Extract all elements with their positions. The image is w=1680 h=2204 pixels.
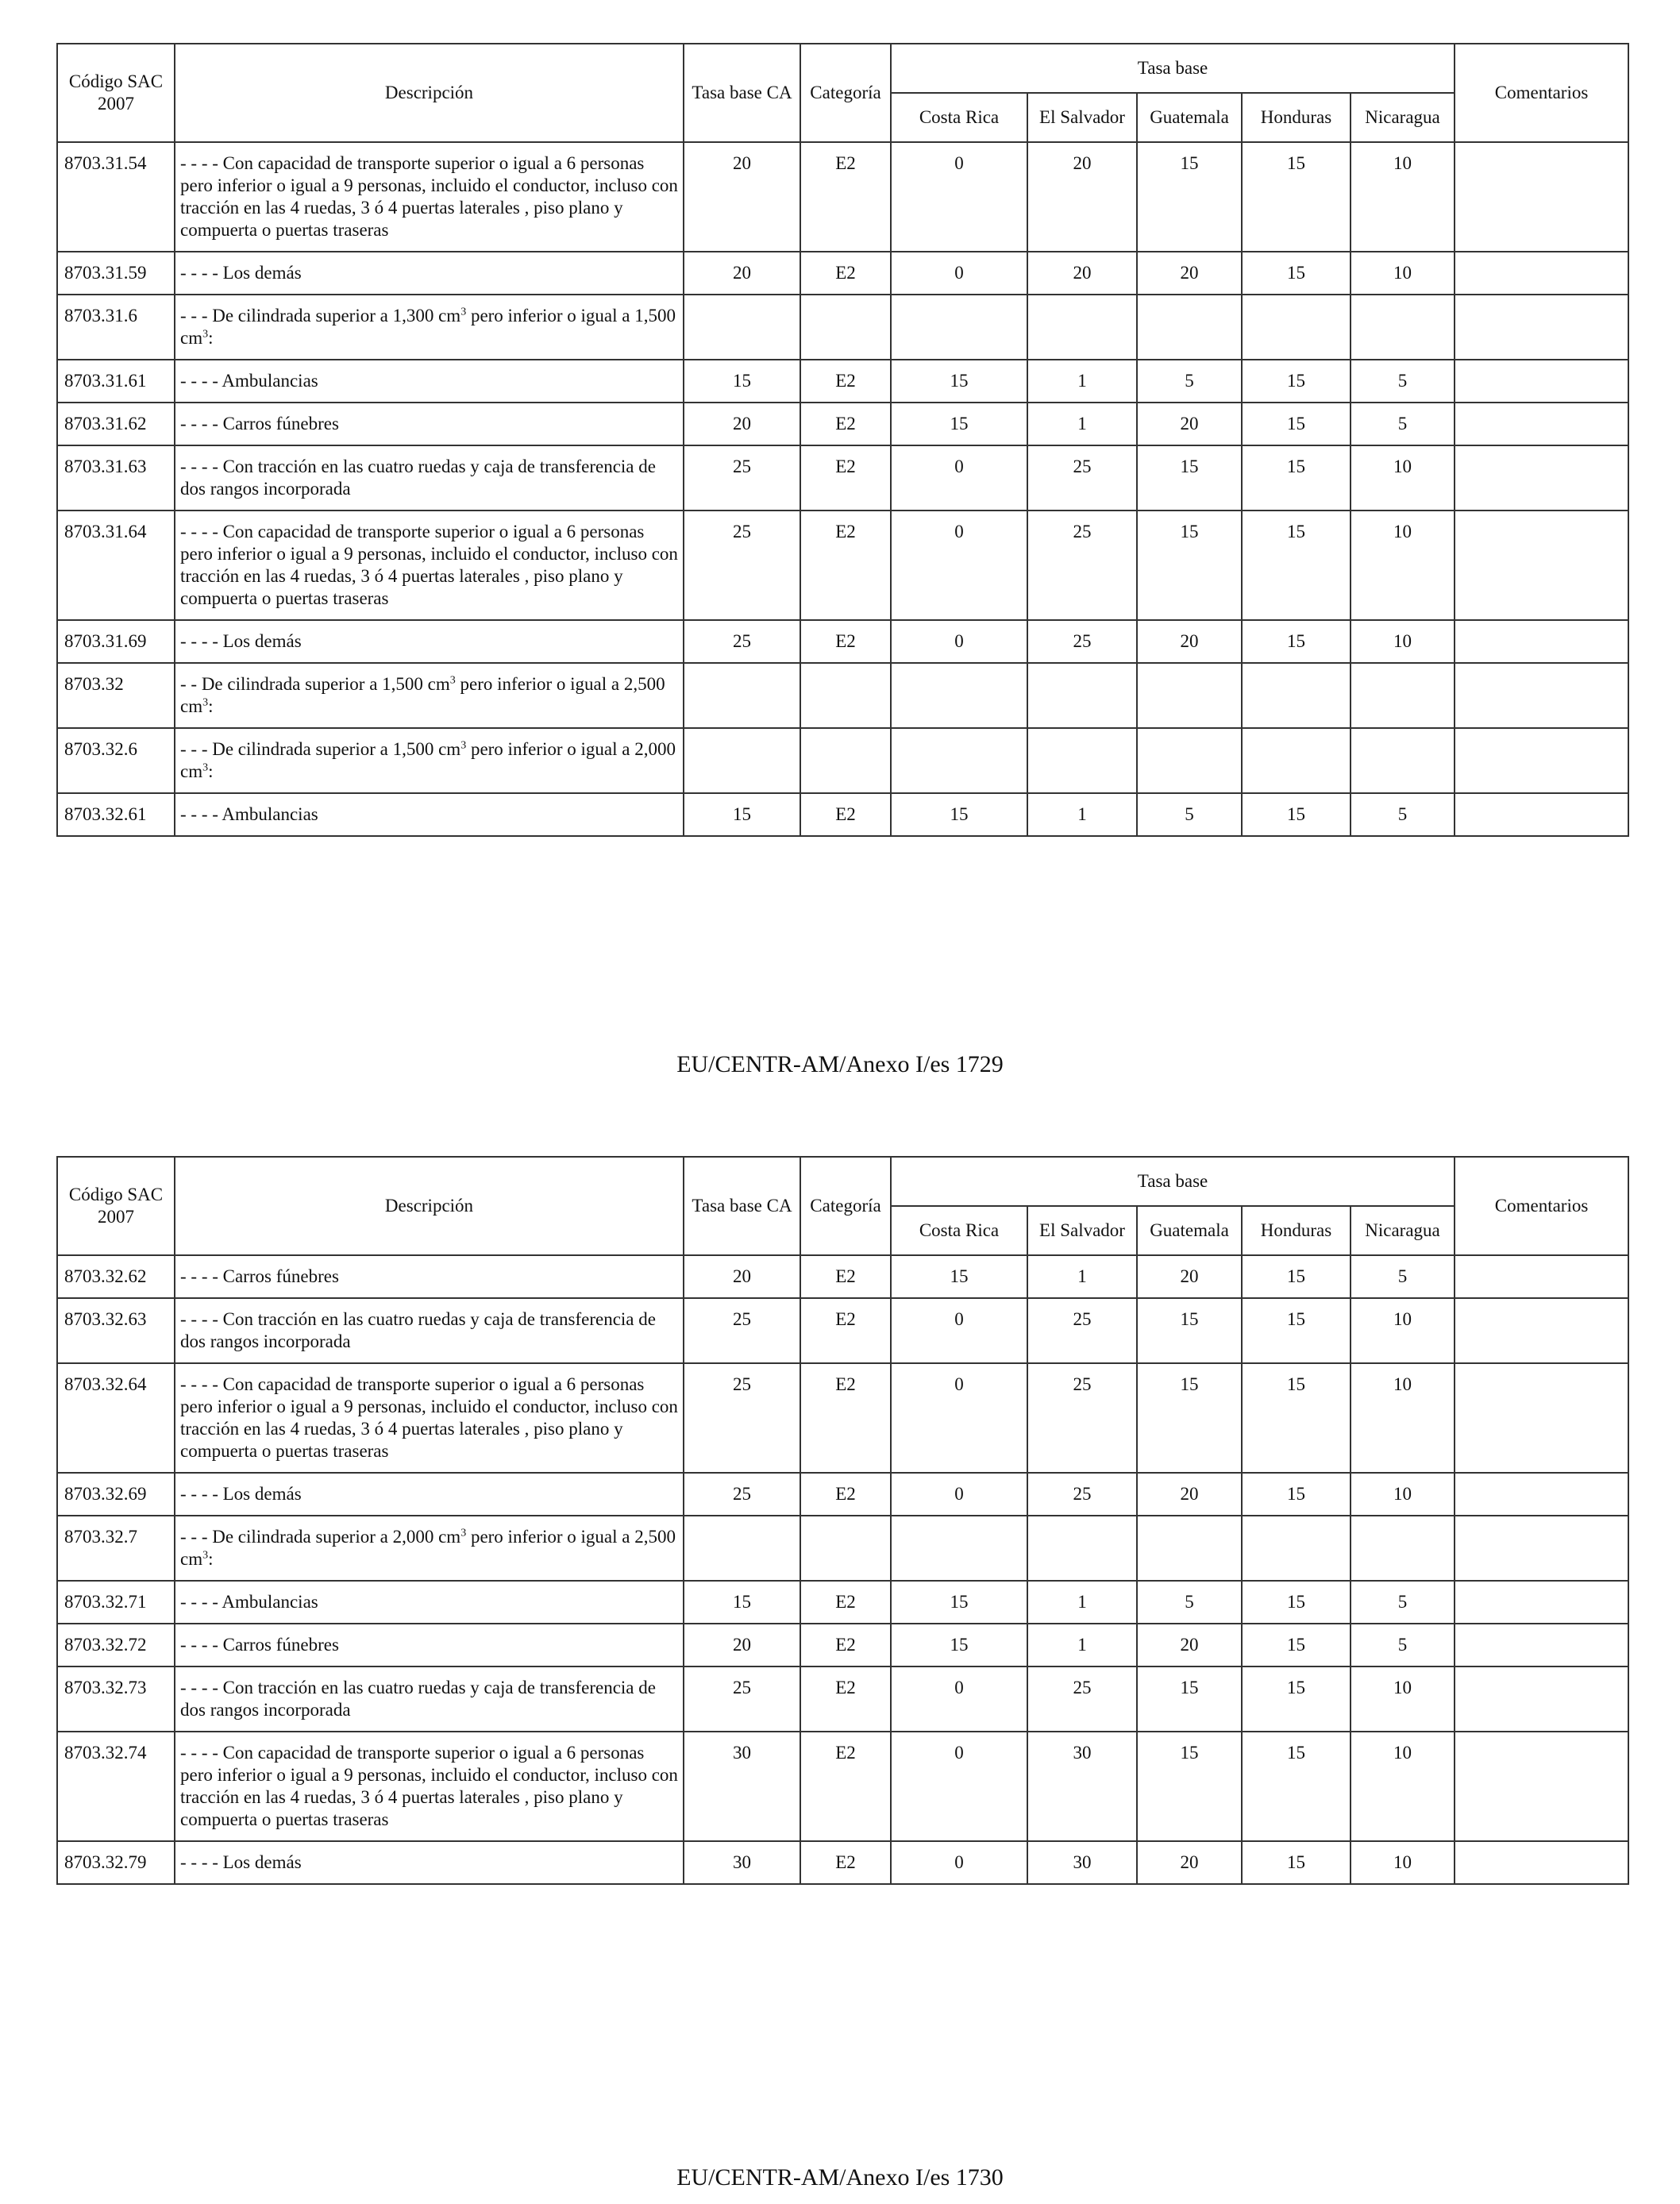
hs-code: 8703.31.64 <box>57 511 175 620</box>
rate-guatemala <box>1137 1516 1242 1581</box>
categoria: E2 <box>800 1473 891 1516</box>
rate-honduras <box>1242 663 1351 728</box>
rate-nicaragua <box>1351 663 1455 728</box>
tasa-base-ca: 20 <box>684 403 800 445</box>
rate-costa-rica: 0 <box>891 1363 1027 1473</box>
rate-guatemala: 15 <box>1137 1666 1242 1732</box>
hs-code: 8703.32.7 <box>57 1516 175 1581</box>
tasa-base-ca: 25 <box>684 1473 800 1516</box>
description: - - - - Ambulancias <box>175 1581 684 1624</box>
comentarios <box>1455 1666 1628 1732</box>
hs-code: 8703.32.73 <box>57 1666 175 1732</box>
comentarios <box>1455 295 1628 360</box>
categoria: E2 <box>800 1255 891 1298</box>
page-footer: EU/CENTR-AM/Anexo I/es 1730 <box>676 2164 1004 2191</box>
table-body <box>57 142 1628 836</box>
tasa-base-ca: 25 <box>684 1298 800 1363</box>
hs-code: 8703.32.62 <box>57 1255 175 1298</box>
description-text: : <box>208 328 214 348</box>
description-text: : <box>208 1549 214 1569</box>
rate-honduras: 15 <box>1242 620 1351 663</box>
rate-el-salvador: 1 <box>1027 1255 1137 1298</box>
categoria <box>800 1516 891 1581</box>
rate-honduras: 15 <box>1242 1255 1351 1298</box>
hs-code: 8703.32.69 <box>57 1473 175 1516</box>
tasa-base-ca: 15 <box>684 360 800 403</box>
rate-guatemala: 20 <box>1137 1473 1242 1516</box>
tariff-table-2 <box>56 1156 1629 1885</box>
tasa-base-ca: 20 <box>684 1624 800 1666</box>
rate-honduras: 15 <box>1242 1298 1351 1363</box>
rate-guatemala: 15 <box>1137 1298 1242 1363</box>
rate-nicaragua: 10 <box>1351 445 1455 511</box>
table-row <box>57 728 1628 793</box>
comentarios <box>1455 728 1628 793</box>
rate-el-salvador: 1 <box>1027 1581 1137 1624</box>
rate-costa-rica <box>891 663 1027 728</box>
rate-costa-rica: 0 <box>891 620 1027 663</box>
categoria: E2 <box>800 403 891 445</box>
tasa-base-ca: 20 <box>684 1255 800 1298</box>
rate-el-salvador: 25 <box>1027 1363 1137 1473</box>
rate-el-salvador: 20 <box>1027 142 1137 252</box>
comentarios <box>1455 360 1628 403</box>
rate-nicaragua: 10 <box>1351 1298 1455 1363</box>
header-country: Guatemala <box>1137 93 1242 142</box>
rate-honduras: 15 <box>1242 360 1351 403</box>
description-text: pero inferior o igual a 2,500 cm <box>180 1527 676 1569</box>
rate-costa-rica: 15 <box>891 360 1027 403</box>
categoria: E2 <box>800 620 891 663</box>
comentarios <box>1455 663 1628 728</box>
hs-code: 8703.32.61 <box>57 793 175 836</box>
header-tasa-base-ca: Tasa base CA <box>684 44 800 142</box>
table-body <box>57 1255 1628 1884</box>
rate-costa-rica <box>891 1516 1027 1581</box>
rate-el-salvador: 1 <box>1027 1624 1137 1666</box>
table-row <box>57 1473 1628 1516</box>
table-row <box>57 1666 1628 1732</box>
header-country: Honduras <box>1242 1206 1351 1255</box>
rate-nicaragua: 5 <box>1351 793 1455 836</box>
categoria: E2 <box>800 1363 891 1473</box>
tasa-base-ca: 30 <box>684 1732 800 1841</box>
tasa-base-ca: 20 <box>684 142 800 252</box>
hs-code: 8703.31.59 <box>57 252 175 295</box>
rate-el-salvador <box>1027 663 1137 728</box>
table-row <box>57 1516 1628 1581</box>
rate-honduras: 15 <box>1242 445 1351 511</box>
categoria: E2 <box>800 793 891 836</box>
comentarios <box>1455 1581 1628 1624</box>
description: - - - - Carros fúnebres <box>175 1624 684 1666</box>
table-row <box>57 1363 1628 1473</box>
rate-guatemala <box>1137 663 1242 728</box>
description: - - - - Con capacidad de transporte superior o igual a 6 personas pero inferior o igual a 9 personas, incluido el conductor, incluso con tracción en las 4 ruedas, 3 ó 4 puertas laterales , piso plano y compuerta o puertas traseras <box>175 511 684 620</box>
categoria: E2 <box>800 1841 891 1884</box>
description-text: - - - De cilindrada superior a 1,300 cm <box>180 306 461 326</box>
comentarios <box>1455 1516 1628 1581</box>
rate-costa-rica: 15 <box>891 1255 1027 1298</box>
superscript: 3 <box>202 696 209 709</box>
header-country: El Salvador <box>1027 93 1137 142</box>
rate-guatemala <box>1137 728 1242 793</box>
description-text: pero inferior o igual a 2,000 cm <box>180 739 676 781</box>
rate-honduras: 15 <box>1242 1473 1351 1516</box>
rate-nicaragua: 10 <box>1351 1732 1455 1841</box>
description <box>175 728 684 793</box>
superscript: 3 <box>449 674 456 687</box>
rate-guatemala: 15 <box>1137 1732 1242 1841</box>
header-country: Guatemala <box>1137 1206 1242 1255</box>
comentarios <box>1455 445 1628 511</box>
categoria: E2 <box>800 360 891 403</box>
rate-nicaragua: 10 <box>1351 1473 1455 1516</box>
rate-honduras: 15 <box>1242 511 1351 620</box>
comentarios <box>1455 142 1628 252</box>
rate-costa-rica: 0 <box>891 445 1027 511</box>
rate-guatemala: 20 <box>1137 1841 1242 1884</box>
rate-nicaragua: 10 <box>1351 511 1455 620</box>
rate-el-salvador <box>1027 728 1137 793</box>
rate-el-salvador: 25 <box>1027 511 1137 620</box>
rate-guatemala: 20 <box>1137 620 1242 663</box>
description-text: - - - De cilindrada superior a 1,500 cm <box>180 739 461 759</box>
rate-el-salvador: 1 <box>1027 360 1137 403</box>
comentarios <box>1455 511 1628 620</box>
rate-honduras: 15 <box>1242 403 1351 445</box>
categoria: E2 <box>800 142 891 252</box>
hs-code: 8703.31.6 <box>57 295 175 360</box>
superscript: 3 <box>460 739 467 752</box>
rate-honduras <box>1242 295 1351 360</box>
rate-nicaragua: 5 <box>1351 1624 1455 1666</box>
rate-nicaragua <box>1351 295 1455 360</box>
tariff-table-1 <box>56 43 1629 837</box>
description: - - - - Los demás <box>175 1473 684 1516</box>
table-row <box>57 252 1628 295</box>
table-row <box>57 403 1628 445</box>
rate-nicaragua: 10 <box>1351 1363 1455 1473</box>
tasa-base-ca <box>684 728 800 793</box>
hs-code: 8703.32.72 <box>57 1624 175 1666</box>
description: - - - - Con capacidad de transporte superior o igual a 6 personas pero inferior o igual a 9 personas, incluido el conductor, incluso con tracción en las 4 ruedas, 3 ó 4 puertas laterales , piso plano y compuerta o puertas traseras <box>175 1732 684 1841</box>
tasa-base-ca: 25 <box>684 1666 800 1732</box>
rate-costa-rica: 0 <box>891 142 1027 252</box>
table-row <box>57 793 1628 836</box>
rate-el-salvador: 25 <box>1027 1298 1137 1363</box>
hs-code: 8703.32.63 <box>57 1298 175 1363</box>
header-comentarios: Comentarios <box>1455 44 1628 142</box>
table-row <box>57 1298 1628 1363</box>
rate-el-salvador: 25 <box>1027 445 1137 511</box>
categoria <box>800 728 891 793</box>
rate-guatemala: 20 <box>1137 1624 1242 1666</box>
description-text: : <box>208 696 214 716</box>
rate-el-salvador: 25 <box>1027 1666 1137 1732</box>
superscript: 3 <box>202 761 209 774</box>
description-text: - - - De cilindrada superior a 2,000 cm <box>180 1527 461 1547</box>
comentarios <box>1455 252 1628 295</box>
table-row <box>57 1581 1628 1624</box>
rate-guatemala: 15 <box>1137 445 1242 511</box>
rate-honduras: 15 <box>1242 1732 1351 1841</box>
rate-el-salvador <box>1027 295 1137 360</box>
rate-nicaragua: 5 <box>1351 1581 1455 1624</box>
description <box>175 295 684 360</box>
header-country: Costa Rica <box>891 1206 1027 1255</box>
categoria: E2 <box>800 511 891 620</box>
rate-costa-rica: 0 <box>891 511 1027 620</box>
rate-costa-rica: 15 <box>891 793 1027 836</box>
rate-costa-rica: 15 <box>891 403 1027 445</box>
description: - - - - Los demás <box>175 252 684 295</box>
rate-el-salvador: 1 <box>1027 793 1137 836</box>
rate-costa-rica <box>891 728 1027 793</box>
description: - - - - Con capacidad de transporte superior o igual a 6 personas pero inferior o igual a 9 personas, incluido el conductor, incluso con tracción en las 4 ruedas, 3 ó 4 puertas laterales , piso plano y compuerta o puertas traseras <box>175 142 684 252</box>
rate-nicaragua: 10 <box>1351 252 1455 295</box>
tasa-base-ca: 15 <box>684 793 800 836</box>
hs-code: 8703.31.63 <box>57 445 175 511</box>
rate-honduras: 15 <box>1242 1666 1351 1732</box>
header-country: Nicaragua <box>1351 1206 1455 1255</box>
description: - - - - Carros fúnebres <box>175 403 684 445</box>
description: - - - - Con tracción en las cuatro ruedas y caja de transferencia de dos rangos incorporada <box>175 1666 684 1732</box>
comentarios <box>1455 1298 1628 1363</box>
rate-nicaragua <box>1351 728 1455 793</box>
description: - - - - Con tracción en las cuatro ruedas y caja de transferencia de dos rangos incorporada <box>175 445 684 511</box>
description: - - - - Los demás <box>175 1841 684 1884</box>
hs-code: 8703.31.62 <box>57 403 175 445</box>
rate-costa-rica: 0 <box>891 1841 1027 1884</box>
description: - - - - Con capacidad de transporte superior o igual a 6 personas pero inferior o igual a 9 personas, incluido el conductor, incluso con tracción en las 4 ruedas, 3 ó 4 puertas laterales , piso plano y compuerta o puertas traseras <box>175 1363 684 1473</box>
rate-guatemala <box>1137 295 1242 360</box>
rate-guatemala: 15 <box>1137 142 1242 252</box>
description-text: - - De cilindrada superior a 1,500 cm <box>180 674 450 694</box>
table-row <box>57 1624 1628 1666</box>
tasa-base-ca: 25 <box>684 511 800 620</box>
comentarios <box>1455 1473 1628 1516</box>
header-code: Código SAC 2007 <box>57 1157 175 1255</box>
categoria: E2 <box>800 1624 891 1666</box>
tasa-base-ca <box>684 1516 800 1581</box>
rate-guatemala: 20 <box>1137 1255 1242 1298</box>
rate-costa-rica: 15 <box>891 1581 1027 1624</box>
rate-honduras: 15 <box>1242 1624 1351 1666</box>
comentarios <box>1455 1732 1628 1841</box>
table-row <box>57 1841 1628 1884</box>
rate-honduras: 15 <box>1242 1841 1351 1884</box>
categoria: E2 <box>800 1666 891 1732</box>
table-row <box>57 1732 1628 1841</box>
tasa-base-ca: 25 <box>684 620 800 663</box>
rate-nicaragua: 5 <box>1351 360 1455 403</box>
comentarios <box>1455 403 1628 445</box>
description: - - - - Carros fúnebres <box>175 1255 684 1298</box>
rate-guatemala: 5 <box>1137 360 1242 403</box>
tasa-base-ca: 25 <box>684 1363 800 1473</box>
description: - - - - Con tracción en las cuatro ruedas y caja de transferencia de dos rangos incorporada <box>175 1298 684 1363</box>
superscript: 3 <box>460 1527 467 1539</box>
categoria: E2 <box>800 445 891 511</box>
rate-costa-rica: 0 <box>891 1473 1027 1516</box>
header-comentarios: Comentarios <box>1455 1157 1628 1255</box>
description-text: pero inferior o igual a 2,500 cm <box>180 674 665 716</box>
header-country: Honduras <box>1242 93 1351 142</box>
table-row <box>57 445 1628 511</box>
description: - - - - Ambulancias <box>175 360 684 403</box>
rate-nicaragua: 10 <box>1351 620 1455 663</box>
comentarios <box>1455 793 1628 836</box>
categoria <box>800 295 891 360</box>
rate-costa-rica: 0 <box>891 1298 1027 1363</box>
tasa-base-ca: 30 <box>684 1841 800 1884</box>
rate-costa-rica: 15 <box>891 1624 1027 1666</box>
table-row <box>57 360 1628 403</box>
header-country: El Salvador <box>1027 1206 1137 1255</box>
categoria: E2 <box>800 1732 891 1841</box>
rate-el-salvador: 30 <box>1027 1732 1137 1841</box>
rate-el-salvador: 25 <box>1027 620 1137 663</box>
superscript: 3 <box>202 1549 209 1562</box>
table-row <box>57 295 1628 360</box>
header-description: Descripción <box>175 44 684 142</box>
description-text: : <box>208 761 214 781</box>
comentarios <box>1455 1363 1628 1473</box>
rate-guatemala: 20 <box>1137 403 1242 445</box>
hs-code: 8703.31.54 <box>57 142 175 252</box>
rate-guatemala: 5 <box>1137 793 1242 836</box>
description: - - - - Ambulancias <box>175 793 684 836</box>
header-tasa-base-ca: Tasa base CA <box>684 1157 800 1255</box>
rate-costa-rica <box>891 295 1027 360</box>
categoria <box>800 663 891 728</box>
header-categoria: Categoría <box>800 1157 891 1255</box>
tasa-base-ca: 20 <box>684 252 800 295</box>
rate-guatemala: 20 <box>1137 252 1242 295</box>
table-row <box>57 1255 1628 1298</box>
description-text: pero inferior o igual a 1,500 cm <box>180 306 676 348</box>
comentarios <box>1455 1255 1628 1298</box>
header-description: Descripción <box>175 1157 684 1255</box>
table-row <box>57 620 1628 663</box>
rate-nicaragua: 10 <box>1351 1666 1455 1732</box>
hs-code: 8703.32.64 <box>57 1363 175 1473</box>
rate-costa-rica: 0 <box>891 252 1027 295</box>
rate-nicaragua: 5 <box>1351 1255 1455 1298</box>
header-country: Nicaragua <box>1351 93 1455 142</box>
hs-code: 8703.31.69 <box>57 620 175 663</box>
hs-code: 8703.32.79 <box>57 1841 175 1884</box>
header-tasa-base: Tasa base <box>891 1157 1455 1206</box>
header-code: Código SAC 2007 <box>57 44 175 142</box>
rate-guatemala: 15 <box>1137 511 1242 620</box>
rate-guatemala: 15 <box>1137 1363 1242 1473</box>
header-categoria: Categoría <box>800 44 891 142</box>
hs-code: 8703.32.71 <box>57 1581 175 1624</box>
header-country: Costa Rica <box>891 93 1027 142</box>
rate-nicaragua: 10 <box>1351 142 1455 252</box>
hs-code: 8703.32 <box>57 663 175 728</box>
description <box>175 663 684 728</box>
rate-guatemala: 5 <box>1137 1581 1242 1624</box>
rate-el-salvador: 30 <box>1027 1841 1137 1884</box>
rate-el-salvador: 25 <box>1027 1473 1137 1516</box>
categoria: E2 <box>800 252 891 295</box>
tasa-base-ca: 25 <box>684 445 800 511</box>
hs-code: 8703.32.6 <box>57 728 175 793</box>
rate-el-salvador <box>1027 1516 1137 1581</box>
rate-honduras <box>1242 728 1351 793</box>
comentarios <box>1455 620 1628 663</box>
superscript: 3 <box>202 328 209 341</box>
superscript: 3 <box>460 306 467 318</box>
comentarios <box>1455 1841 1628 1884</box>
description: - - - - Los demás <box>175 620 684 663</box>
tasa-base-ca <box>684 295 800 360</box>
categoria: E2 <box>800 1581 891 1624</box>
rate-nicaragua: 5 <box>1351 403 1455 445</box>
categoria: E2 <box>800 1298 891 1363</box>
rate-el-salvador: 1 <box>1027 403 1137 445</box>
description <box>175 1516 684 1581</box>
table-row <box>57 142 1628 252</box>
header-tasa-base: Tasa base <box>891 44 1455 93</box>
tasa-base-ca <box>684 663 800 728</box>
table-row <box>57 511 1628 620</box>
page-footer: EU/CENTR-AM/Anexo I/es 1729 <box>676 1051 1004 1077</box>
rate-honduras: 15 <box>1242 793 1351 836</box>
rate-costa-rica: 0 <box>891 1732 1027 1841</box>
rate-nicaragua <box>1351 1516 1455 1581</box>
rate-honduras: 15 <box>1242 252 1351 295</box>
comentarios <box>1455 1624 1628 1666</box>
tasa-base-ca: 15 <box>684 1581 800 1624</box>
rate-nicaragua: 10 <box>1351 1841 1455 1884</box>
rate-honduras: 15 <box>1242 1363 1351 1473</box>
table-row <box>57 663 1628 728</box>
rate-honduras: 15 <box>1242 142 1351 252</box>
hs-code: 8703.32.74 <box>57 1732 175 1841</box>
rate-honduras: 15 <box>1242 1581 1351 1624</box>
rate-honduras <box>1242 1516 1351 1581</box>
rate-el-salvador: 20 <box>1027 252 1137 295</box>
rate-costa-rica: 0 <box>891 1666 1027 1732</box>
hs-code: 8703.31.61 <box>57 360 175 403</box>
